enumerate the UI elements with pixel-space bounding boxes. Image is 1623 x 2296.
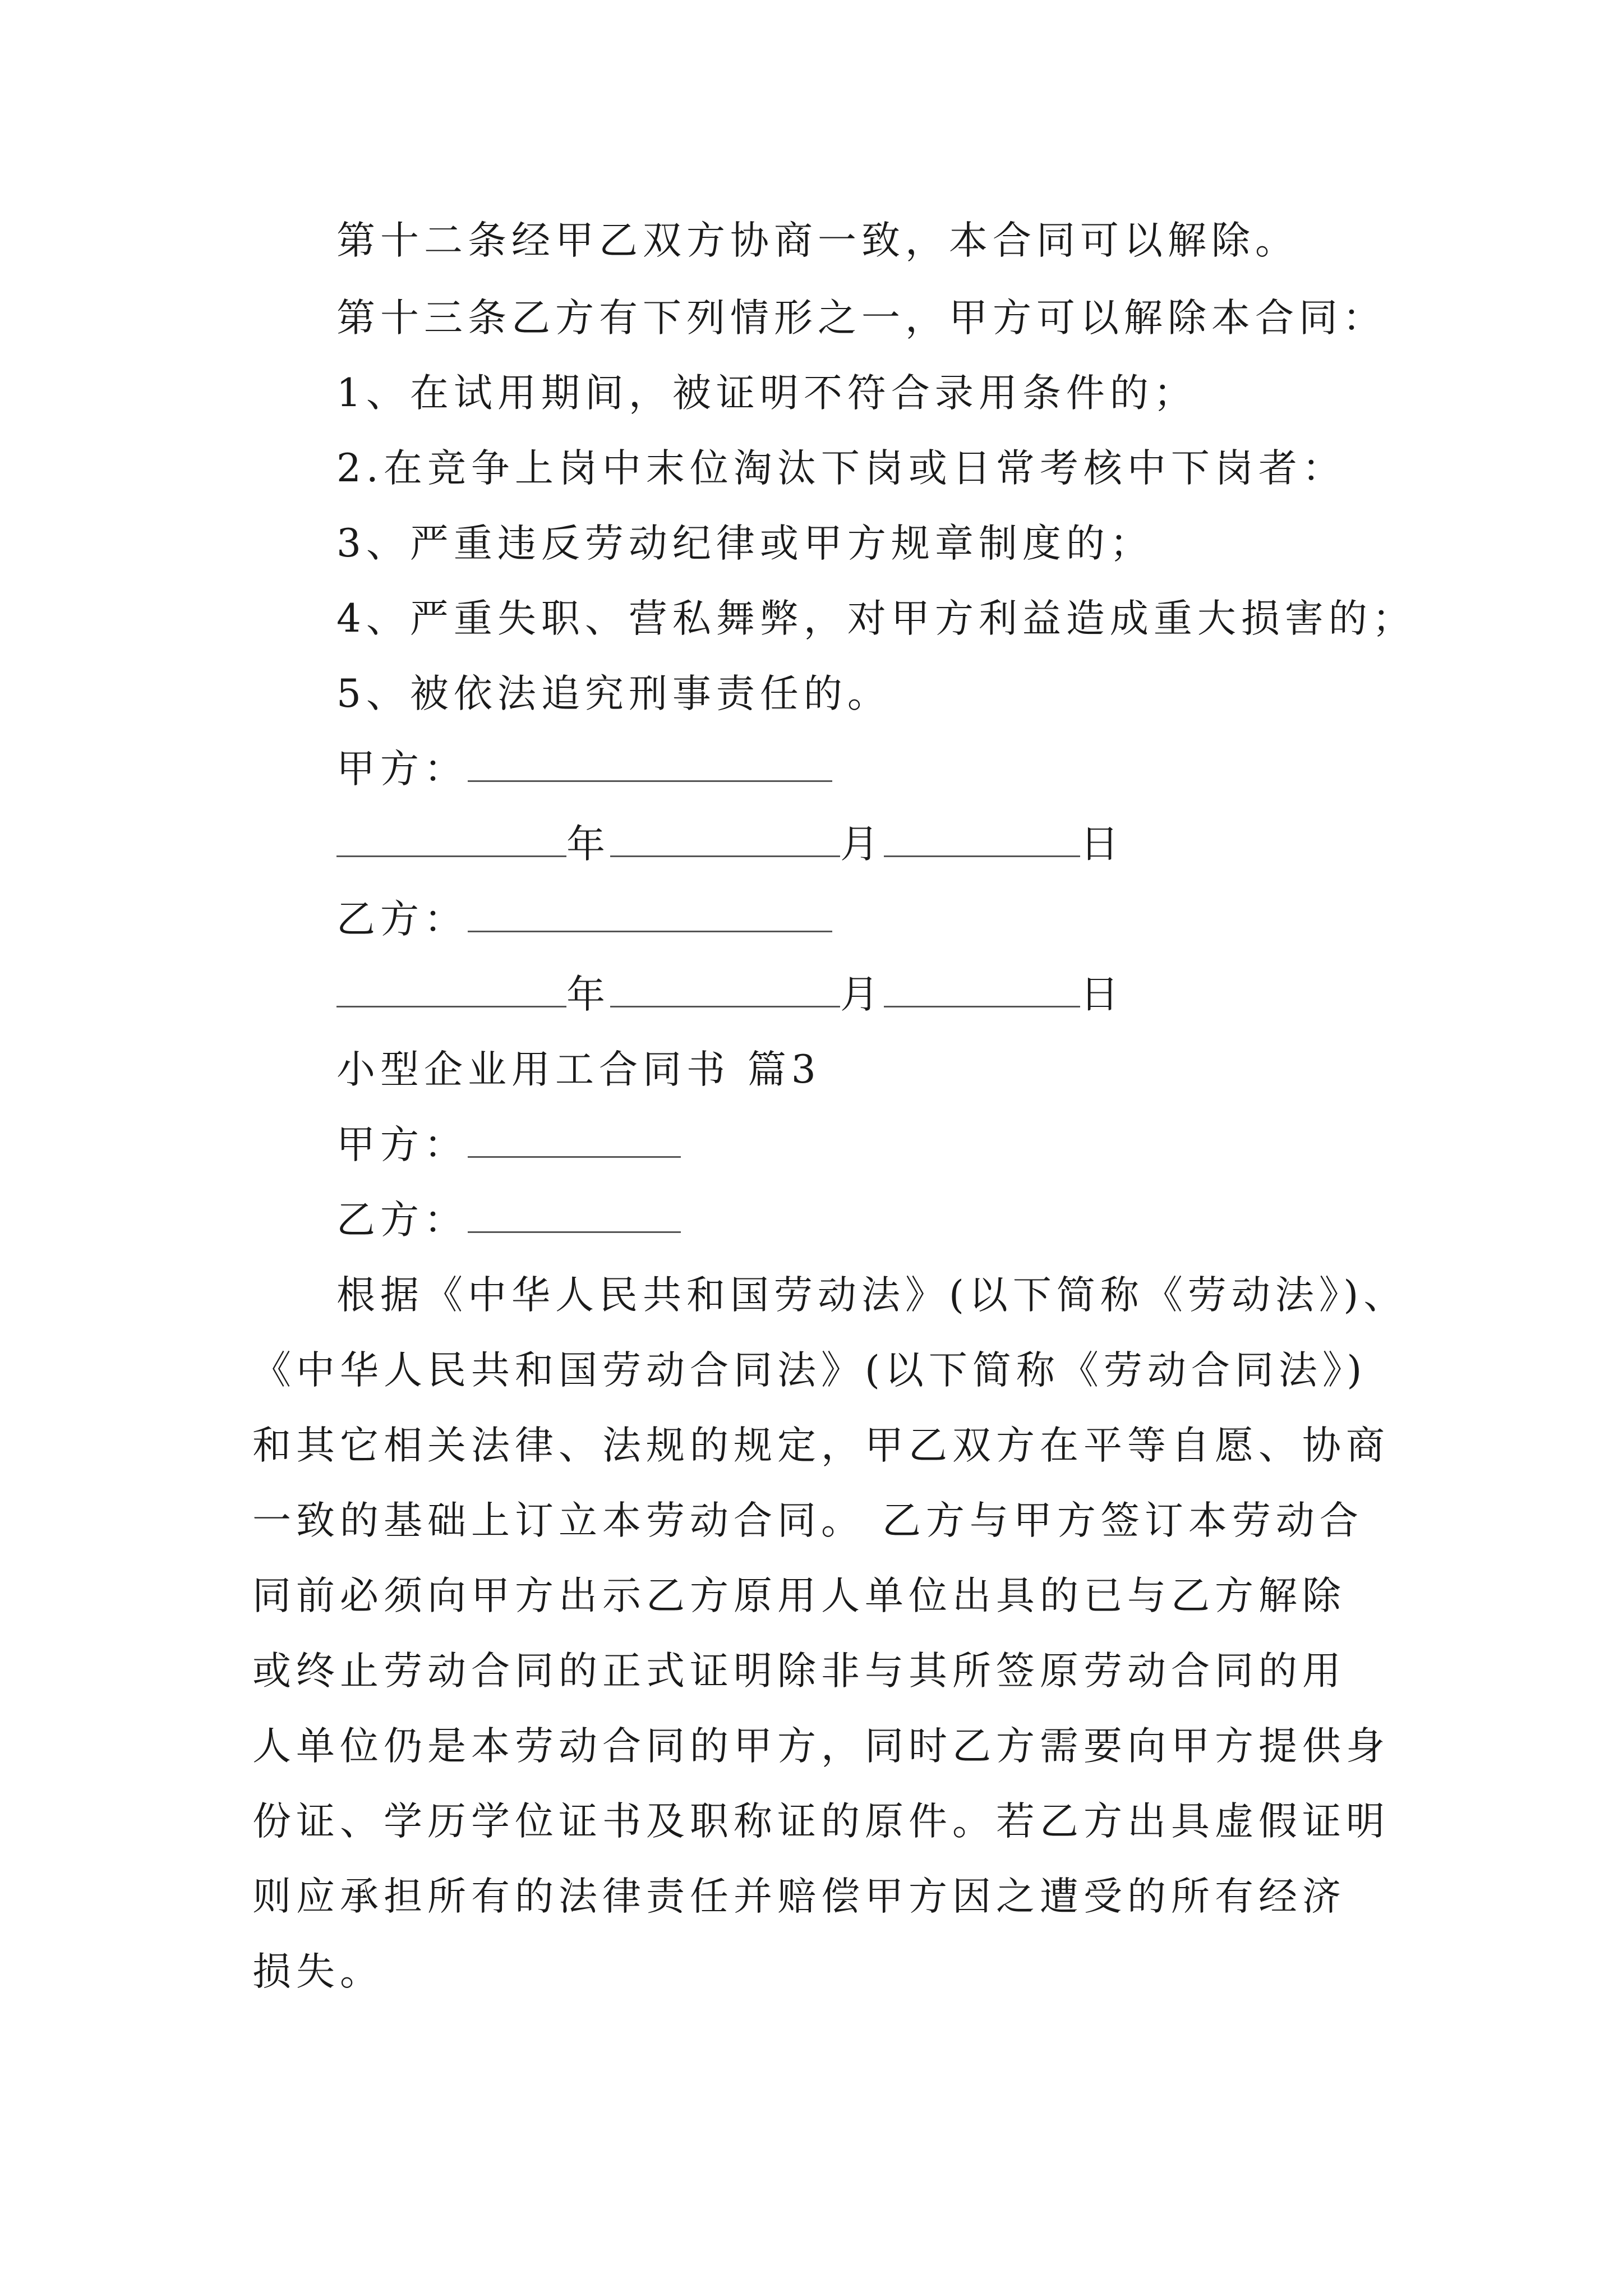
- paragraph-line: 份证、学历学位证书及职称证的原件。若乙方出具虚假证明: [252, 1799, 1390, 1844]
- party-b-year-blank[interactable]: [336, 972, 566, 1007]
- paragraph-line: 或终止劳动合同的正式证明除非与其所签原劳动合同的用: [252, 1649, 1346, 1694]
- party-a-signature-row: [336, 744, 832, 794]
- party-b-month-blank[interactable]: [610, 972, 840, 1007]
- party-b-date-row: [336, 969, 1124, 1020]
- section3-party-b-label: 乙方：: [336, 1198, 468, 1243]
- party-b-label: 乙方：: [336, 897, 468, 942]
- party-a-day-blank[interactable]: [884, 822, 1080, 857]
- paragraph-line: 一致的基础上订立本劳动合同。 乙方与甲方签订本劳动合: [252, 1498, 1363, 1543]
- section3-party-b-blank[interactable]: [468, 1198, 681, 1233]
- party-a-date-row: [336, 819, 1124, 869]
- year-label: 年: [566, 822, 610, 867]
- party-b-signature-row: [336, 894, 832, 945]
- paragraph-line: 损失。: [252, 1949, 384, 1994]
- party-a-signature-blank[interactable]: [468, 747, 832, 782]
- paragraph-line: 根据《中华人民共和国劳动法》(以下简称《劳动法》)、: [336, 1273, 1408, 1318]
- paragraph-line: 同前必须向甲方出示乙方原用人单位出具的已与乙方解除: [252, 1573, 1346, 1618]
- month-label: 月: [840, 822, 884, 867]
- month-label: 月: [840, 972, 884, 1017]
- day-label: 日: [1080, 972, 1124, 1017]
- paragraph-line: 《中华人民共和国劳动合同法》(以下简称《劳动合同法》): [252, 1348, 1367, 1393]
- article-13-item-1: 1、在试用期间，被证明不符合录用条件的；: [336, 371, 1197, 416]
- article-13: 第十三条乙方有下列情形之一，甲方可以解除本合同：: [336, 296, 1386, 341]
- paragraph-line: 则应承担所有的法律责任并赔偿甲方因之遭受的所有经济: [252, 1874, 1346, 1919]
- section3-party-a-blank[interactable]: [468, 1122, 681, 1158]
- section-title: 小型企业用工合同书 篇3: [336, 1047, 821, 1092]
- year-label: 年: [566, 972, 610, 1017]
- article-13-item-4: 4、严重失职、营私舞弊，对甲方利益造成重大损害的；: [336, 596, 1416, 641]
- article-13-item-5: 5、被依法追究刑事责任的。: [336, 671, 891, 716]
- party-a-month-blank[interactable]: [610, 822, 840, 857]
- section3-party-a-row: [336, 1120, 681, 1170]
- section3-party-b-row: [336, 1195, 681, 1245]
- party-a-year-blank[interactable]: [336, 822, 566, 857]
- day-label: 日: [1080, 822, 1124, 867]
- article-13-item-3: 3、严重违反劳动纪律或甲方规章制度的；: [336, 521, 1154, 566]
- paragraph-line: 和其它相关法律、法规的规定，甲乙双方在平等自愿、协商: [252, 1423, 1390, 1468]
- section3-party-a-label: 甲方：: [336, 1122, 468, 1167]
- party-a-label: 甲方：: [336, 747, 468, 792]
- article-13-item-2: 2.在竞争上岗中末位淘汰下岗或日常考核中下岗者：: [336, 446, 1346, 491]
- article-12: 第十二条经甲乙双方协商一致，本合同可以解除。: [336, 218, 1299, 263]
- party-b-day-blank[interactable]: [884, 972, 1080, 1007]
- party-b-signature-blank[interactable]: [468, 897, 832, 932]
- paragraph-line: 人单位仍是本劳动合同的甲方，同时乙方需要向甲方提供身: [252, 1724, 1390, 1769]
